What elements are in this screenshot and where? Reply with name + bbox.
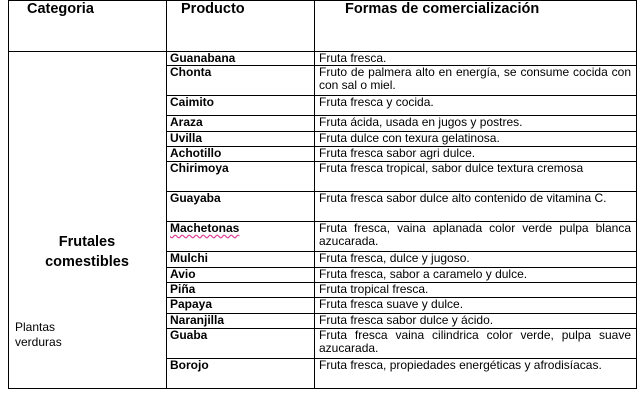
header-formas: Formas de comercialización [315,1,637,52]
product-name: Caimito [167,96,315,116]
product-name: Mulchi [167,252,315,268]
product-description: Fruta fresca sabor dulce y ácido. [315,314,637,329]
category-cell [9,52,167,389]
product-description: Fruta fresca y cocida. [315,96,637,116]
product-name: Araza [167,116,315,132]
product-description: Fruta dulce con texura gelatinosa. [315,132,637,147]
product-description: Fruta fresca tropical, sabor dulce textura cremosa [315,162,637,192]
category-secondary-line: Plantas [15,320,56,334]
header-categoria: Categoria [9,1,167,52]
product-name: Machetonas [167,222,315,252]
product-description: Fruta tropical fresca. [315,283,637,298]
product-description: Fruta fresca sabor agri dulce. [315,147,637,162]
product-description: Fruta ácida, usada en jugos y postres. [315,116,637,132]
category-main-label [9,232,165,272]
category-main-line: Frutales [58,234,116,250]
product-name: Guaba [167,329,315,359]
product-description: Fruta fresca, dulce y jugoso. [315,252,637,268]
product-name: Avio [167,268,315,283]
category-secondary-label [15,320,62,350]
category-secondary-line: verduras [15,335,62,349]
product-name: Uvilla [167,132,315,147]
product-name: Guayaba [167,192,315,222]
category-main-line: comestibles [45,254,129,270]
product-description: Fruta fresca vaina cilindrica color verde, pulpa suave azucarada. [315,329,637,359]
table-row [9,52,637,66]
product-description: Fruta fresca, sabor a caramelo y dulce. [315,268,637,283]
header-row [9,1,637,52]
product-description: Fruta fresca, propiedades energéticas y afrodisíacas. [315,359,637,389]
header-producto: Producto [167,1,315,52]
product-description: Fruta fresca suave y dulce. [315,298,637,314]
product-description: Fruta fresca. [315,52,637,66]
product-name: Piña [167,283,315,298]
product-name: Chirimoya [167,162,315,192]
product-name: Borojo [167,359,315,389]
document-page [8,0,636,408]
product-description: Fruta fresca, vaina aplanada color verde pulpa blanca azucarada. [315,222,637,252]
products-table [8,0,637,389]
product-name: Papaya [167,298,315,314]
product-name: Guanabana [167,52,315,66]
product-description: Fruto de palmera alto en energía, se consume cocida con con sal o miel. [315,66,637,96]
product-description: Fruta fresca sabor dulce alto contenido de vitamina C. [315,192,637,222]
product-name: Chonta [167,66,315,96]
product-name: Achotillo [167,147,315,162]
product-name: Naranjilla [167,314,315,329]
table-body [9,52,637,389]
